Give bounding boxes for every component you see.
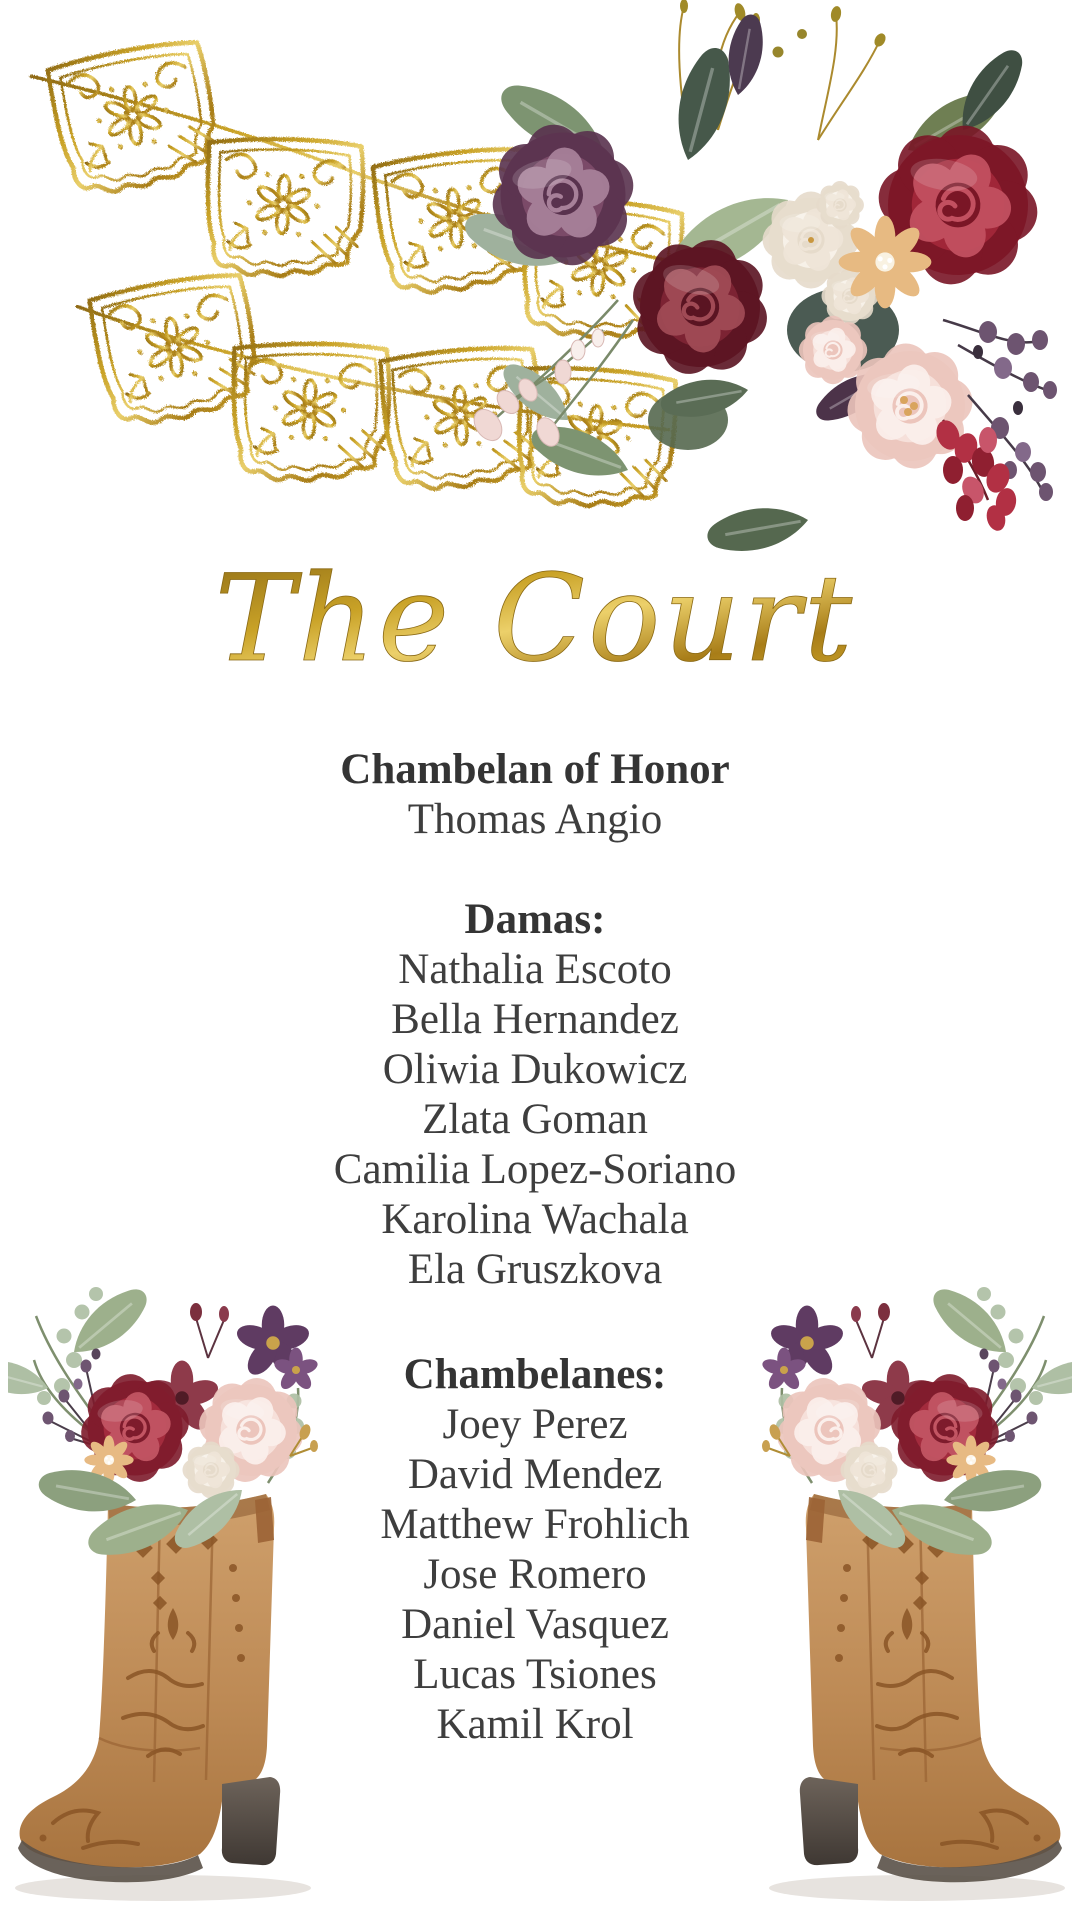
court-member-name: Daniel Vasquez xyxy=(401,1601,669,1648)
court-section xyxy=(35,895,1035,1295)
court-member-name: Lucas Tsiones xyxy=(413,1651,657,1698)
court-member-name: Bella Hernandez xyxy=(391,996,679,1043)
court-member-name: Nathalia Escoto xyxy=(398,946,672,993)
section-heading: Damas: xyxy=(464,896,606,943)
court-member-name: Thomas Angio xyxy=(407,796,663,843)
page-title xyxy=(0,538,1080,713)
court-member-name: Kamil Krol xyxy=(436,1701,634,1748)
floral-cowboy-boot-left-icon xyxy=(8,1248,330,1910)
court-member-name: Ela Gruszkova xyxy=(407,1246,663,1293)
court-member-name: Oliwia Dukowicz xyxy=(382,1046,688,1093)
section-heading: Chambelanes: xyxy=(403,1351,667,1398)
section-heading: Chambelan of Honor xyxy=(340,746,730,793)
court-member-name: Zlata Goman xyxy=(422,1096,648,1143)
court-member-name: Jose Romero xyxy=(423,1551,647,1598)
court-member-name: Camilia Lopez-Soriano xyxy=(333,1146,737,1193)
court-member-name: David Mendez xyxy=(407,1451,663,1498)
floral-cowboy-boot-right-icon xyxy=(750,1248,1072,1910)
court-section xyxy=(35,745,1035,845)
court-member-name: Joey Perez xyxy=(442,1401,628,1448)
floral-bouquet-icon xyxy=(388,0,1080,575)
court-member-name: Karolina Wachala xyxy=(381,1196,689,1243)
court-member-name: Matthew Frohlich xyxy=(380,1501,690,1548)
page-title-text: The Court xyxy=(214,550,856,689)
